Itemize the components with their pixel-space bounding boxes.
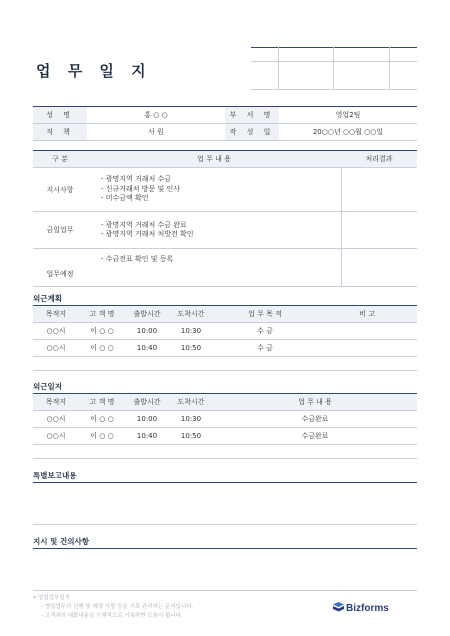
instructions-title: 지시 및 건의사항	[33, 537, 89, 546]
footer-notes	[33, 594, 193, 621]
outing-plan-header: 고 객 명	[79, 306, 125, 323]
outing-plan-header: 출발시간	[125, 306, 169, 323]
outing-log-header: 목적지	[33, 394, 79, 411]
work-category: 금일업무	[33, 212, 87, 249]
info-table	[33, 106, 417, 141]
outing-plan-cell: 이 ○ ○	[79, 323, 125, 340]
outing-log-cell: 10:00	[125, 411, 169, 428]
outing-log-cell: 수금완료	[213, 411, 417, 428]
outing-plan-cell: ○○시	[33, 340, 79, 357]
brand-logo	[333, 602, 389, 614]
outing-log-header: 고 객 명	[79, 394, 125, 411]
outing-log-empty-row	[33, 445, 417, 459]
outing-plan-empty-row	[33, 357, 417, 371]
outing-log-cell: 10:40	[125, 428, 169, 445]
outing-plan-header: 업 무 목 적	[213, 306, 317, 323]
work-content	[87, 168, 341, 212]
work-header-result: 처리결과	[341, 151, 417, 168]
outing-log-row	[33, 428, 417, 445]
outing-log-table	[33, 393, 417, 459]
outing-plan-header: 목적지	[33, 306, 79, 323]
date-label: 작 성 일	[225, 124, 279, 141]
work-content	[87, 249, 341, 287]
outing-log-cell: 10:30	[169, 411, 213, 428]
work-header-category: 구 분	[33, 151, 87, 168]
outing-plan-cell	[317, 340, 417, 357]
work-result	[341, 212, 417, 249]
outing-log-cell: 이 ○ ○	[79, 428, 125, 445]
document-title: 업 무 일 지	[36, 62, 152, 80]
outing-plan-cell: 수 금	[213, 340, 317, 357]
outing-plan-cell: ○○시	[33, 323, 79, 340]
dept-value: 영업2팀	[279, 107, 417, 124]
brand-name: Bizforms	[346, 603, 389, 614]
name-label: 성 명	[33, 107, 87, 124]
bullet-icon: •	[33, 595, 37, 601]
approval-box	[251, 47, 417, 90]
approval-cell	[279, 48, 334, 62]
special-report-area	[33, 482, 417, 525]
outing-plan-cell	[317, 323, 417, 340]
outing-log-cell: ○○시	[33, 411, 79, 428]
work-content	[87, 212, 341, 249]
approval-cell	[279, 62, 334, 90]
work-line: - 수금전표 확인 및 등록	[101, 255, 174, 263]
approval-cell	[389, 62, 417, 90]
date-value: 20○○년 ○○월 ○○일	[279, 124, 417, 141]
work-result	[341, 168, 417, 212]
outing-plan-cell: 수 금	[213, 323, 317, 340]
outing-plan-cell: 이 ○ ○	[79, 340, 125, 357]
instructions-area	[33, 548, 417, 591]
work-category: 지시사항	[33, 168, 87, 212]
outing-plan-table	[33, 305, 417, 371]
outing-plan-cell: 10:40	[125, 340, 169, 357]
outing-plan-header: 도착시간	[169, 306, 213, 323]
approval-cell	[389, 48, 417, 62]
outing-plan-cell: 10:30	[169, 323, 213, 340]
footer-line: - 영업업무의 진행 및 예정 사항 등을 기록 관리하는 문서입니다.	[41, 604, 194, 610]
outing-log-cell: 이 ○ ○	[79, 411, 125, 428]
special-report-title: 특별보고내용	[33, 471, 77, 480]
outing-log-header: 업 무 내 용	[213, 394, 417, 411]
outing-log-cell: 10:50	[169, 428, 213, 445]
dept-label: 부 서 명	[225, 107, 279, 124]
footer-line: 영업업무일지	[38, 595, 70, 601]
approval-cell	[251, 48, 279, 62]
outing-plan-row	[33, 323, 417, 340]
work-line: - 신규거래처 방문 및 인사	[101, 184, 181, 193]
work-category: 업무예정	[33, 249, 87, 287]
outing-log-cell: 수금완료	[213, 428, 417, 445]
work-row	[33, 249, 417, 287]
work-row	[33, 168, 417, 212]
footer-line: - 고객과의 대화내용을 구체적으로 기록하면 도움이 됩니다.	[41, 613, 183, 619]
work-header-content: 업 무 내 용	[87, 151, 341, 168]
outing-log-header: 출발시간	[125, 394, 169, 411]
approval-cell	[334, 62, 389, 90]
work-table	[33, 150, 417, 287]
work-row	[33, 212, 417, 249]
work-line: - 광명지역 거래처 수금 완료	[101, 220, 187, 229]
outing-log-header: 도착시간	[169, 394, 213, 411]
position-label: 직 책	[33, 124, 87, 141]
name-value: 홍 ○ ○	[87, 107, 225, 124]
approval-cell	[251, 62, 279, 90]
approval-cell	[334, 48, 389, 62]
work-line: - 광명지역 거래처 처방전 확인	[101, 230, 194, 238]
outing-log-row	[33, 411, 417, 428]
work-line: - 미수금액 확인	[101, 194, 149, 203]
outing-plan-cell: 10:00	[125, 323, 169, 340]
work-line: - 광명지역 거래처 수금	[101, 175, 172, 184]
work-result	[341, 249, 417, 287]
outing-plan-row	[33, 340, 417, 357]
position-value: 사 원	[87, 124, 225, 141]
bizforms-logo-icon	[333, 602, 344, 612]
outing-plan-title: 외근계획	[33, 294, 62, 303]
outing-log-cell: ○○시	[33, 428, 79, 445]
outing-log-title: 외근일지	[33, 382, 62, 391]
outing-plan-cell: 10:50	[169, 340, 213, 357]
outing-plan-header: 비 고	[317, 306, 417, 323]
